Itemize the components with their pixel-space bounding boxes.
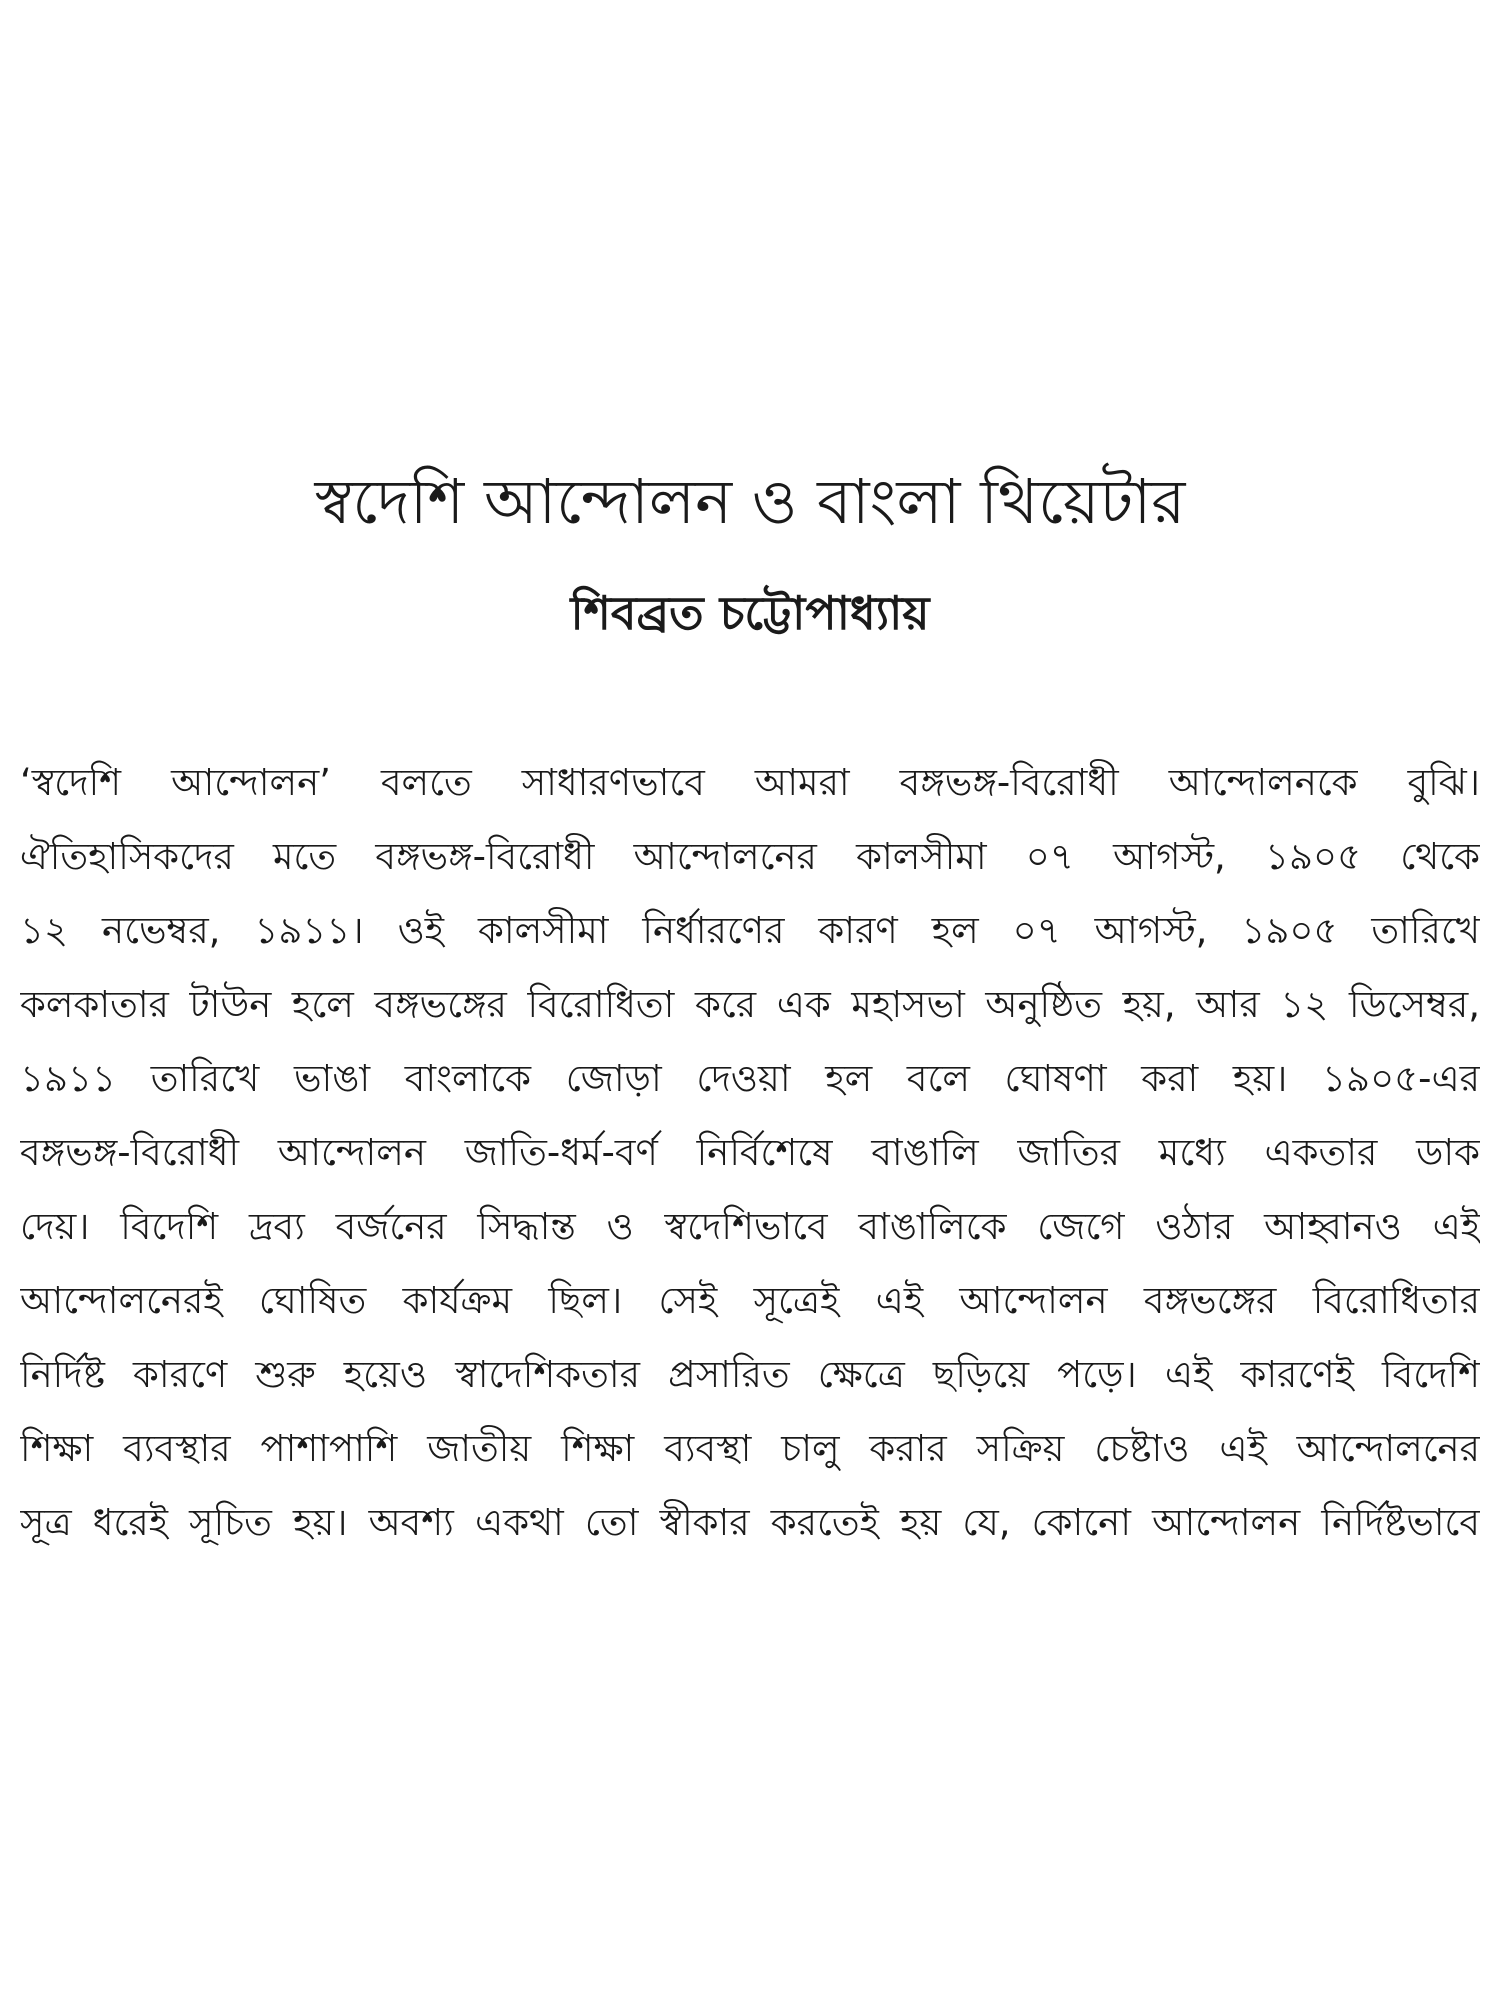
text-line: ‘স্বদেশি আন্দোলন’ বলতে সাধারণভাবে আমরা বঙ্গভঙ্গ-বিরোধী আন্দোলনকে বুঝি। [20, 761, 1480, 804]
text-line: দেয়। বিদেশি দ্রব্য বর্জনের সিদ্ধান্ত ও স্বদেশিভাবে বাঙালিকে জেগে ওঠার আহ্বানও এই [20, 1205, 1480, 1248]
document-title: স্বদেশি আন্দোলন ও বাংলা থিয়েটার [314, 465, 1186, 538]
text-line: ১২ নভেম্বর, ১৯১১। ওই কালসীমা নির্ধারণের কারণ হল ০৭ আগস্ট, ১৯০৫ তারিখে [20, 909, 1480, 952]
text-line: সূত্র ধরেই সূচিত হয়। অবশ্য একথা তো স্বীকার করতেই হয় যে, কোনো আন্দোলন নির্দিষ্টভাবে [20, 1501, 1480, 1544]
text-line: ১৯১১ তারিখে ভাঙা বাংলাকে জোড়া দেওয়া হল বলে ঘোষণা করা হয়। ১৯০৫-এর [20, 1057, 1480, 1100]
text-line: বঙ্গভঙ্গ-বিরোধী আন্দোলন জাতি-ধর্ম-বর্ণ নির্বিশেষে বাঙালি জাতির মধ্যে একতার ডাক [20, 1131, 1480, 1174]
body-paragraph [20, 746, 1480, 1560]
text-line: শিক্ষা ব্যবস্থার পাশাপাশি জাতীয় শিক্ষা ব্যবস্থা চালু করার সক্রিয় চেষ্টাও এই আন্দোলনের [20, 1427, 1480, 1470]
text-line: কলকাতার টাউন হলে বঙ্গভঙ্গের বিরোধিতা করে এক মহাসভা অনুষ্ঠিত হয়, আর ১২ ডিসেম্বর, [20, 983, 1480, 1026]
text-line: ঐতিহাসিকদের মতে বঙ্গভঙ্গ-বিরোধী আন্দোলনের কালসীমা ০৭ আগস্ট, ১৯০৫ থেকে [20, 835, 1480, 878]
text-line: নির্দিষ্ট কারণে শুরু হয়েও স্বাদেশিকতার প্রসারিত ক্ষেত্রে ছড়িয়ে পড়ে। এই কারণেই বিদেশি [20, 1353, 1480, 1396]
text-line: আন্দোলনেরই ঘোষিত কার্যক্রম ছিল। সেই সূত্রেই এই আন্দোলন বঙ্গভঙ্গের বিরোধিতার [20, 1279, 1480, 1322]
document-author: শিবব্রত চট্টোপাধ্যায় [570, 586, 930, 640]
